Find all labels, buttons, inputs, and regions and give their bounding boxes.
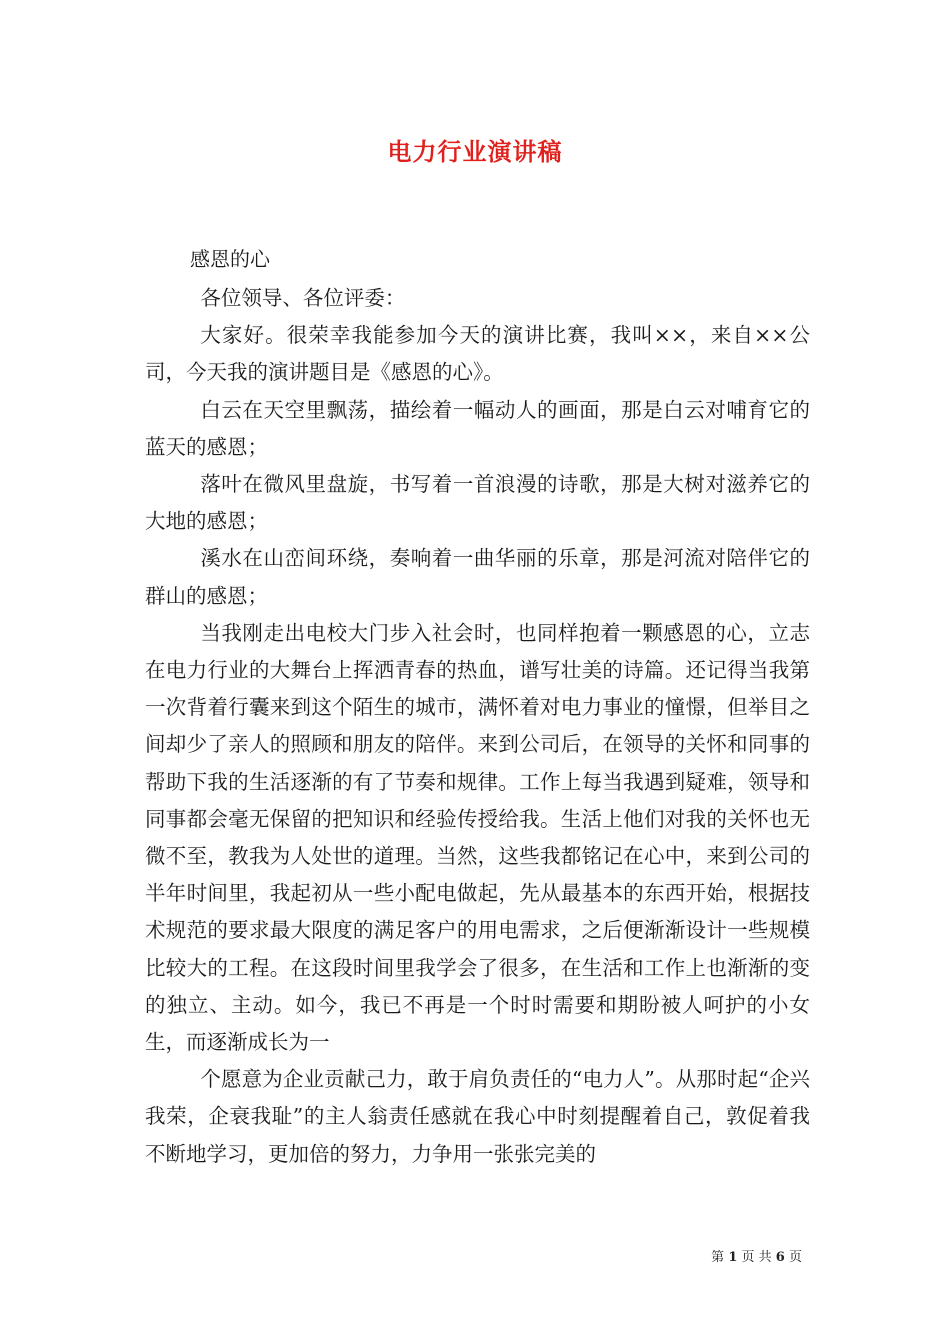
paragraph-intro: 大家好。很荣幸我能参加今天的演讲比赛，我叫××，来自××公司，今天我的演讲题目是《感恩的心》。 (145, 323, 810, 385)
footer-middle: 页 共 (741, 1250, 772, 1265)
document-body (145, 280, 810, 1173)
paragraph-continuation: 个愿意为企业贡献己力，敢于肩负责任的“电力人”。从那时起“企兴我荣，企衰我耻”的主人翁责任感就在我心中时刻提醒着自己，敦促着我不断地学习，更加倍的努力，力争用一张张完美的 (145, 1067, 810, 1166)
paragraph-leaves: 落叶在微风里盘旋，书写着一首浪漫的诗歌，那是大树对滋养它的大地的感恩； (145, 472, 810, 534)
footer-current-page: 1 (728, 1250, 738, 1265)
paragraph-clouds: 白云在天空里飘荡，描绘着一幅动人的画面，那是白云对哺育它的蓝天的感恩； (145, 397, 810, 459)
footer-suffix: 页 (788, 1250, 802, 1265)
footer-prefix: 第 (711, 1250, 725, 1265)
page-number-footer (711, 1246, 802, 1265)
paragraph-story: 当我刚走出电校大门步入社会时，也同样抱着一颗感恩的心，立志在电力行业的大舞台上挥洒青春的热血，谱写壮美的诗篇。还记得当我第一次背着行囊来到这个陌生的城市，满怀着对电力事业的憧憬，但举目之间却少了亲人的照顾和朋友的陪伴。来到公司后，在领导的关怀和同事的帮助下我的生活逐渐的有了节奏和规律。工作上每当我遇到疑难，领导和同事都会毫无保留的把知识和经验传授给我。生活上他们对我的关怀也无微不至，教我为人处世的道理。当然，这些我都铭记在心中，来到公司的半年时间里，我起初从一些小配电做起，先从最基本的东西开始，根据技术规范的要求最大限度的满足客户的用电需求，之后便渐渐设计一些规模比较大的工程。在这段时间里我学会了很多，在生活和工作上也渐渐的变的独立、主动。如今，我已不再是一个时时需要和期盼被人呵护的小女生，而逐渐成长为一 (145, 620, 810, 1055)
paragraph-stream: 溪水在山峦间环绕，奏响着一曲华丽的乐章，那是河流对陪伴它的群山的感恩； (145, 546, 810, 608)
footer-total-pages: 6 (775, 1250, 785, 1265)
paragraph-greeting: 各位领导、各位评委： (200, 286, 406, 310)
document-title: 电力行业演讲稿 (387, 137, 563, 166)
speech-subtitle: 感恩的心 (190, 247, 270, 271)
